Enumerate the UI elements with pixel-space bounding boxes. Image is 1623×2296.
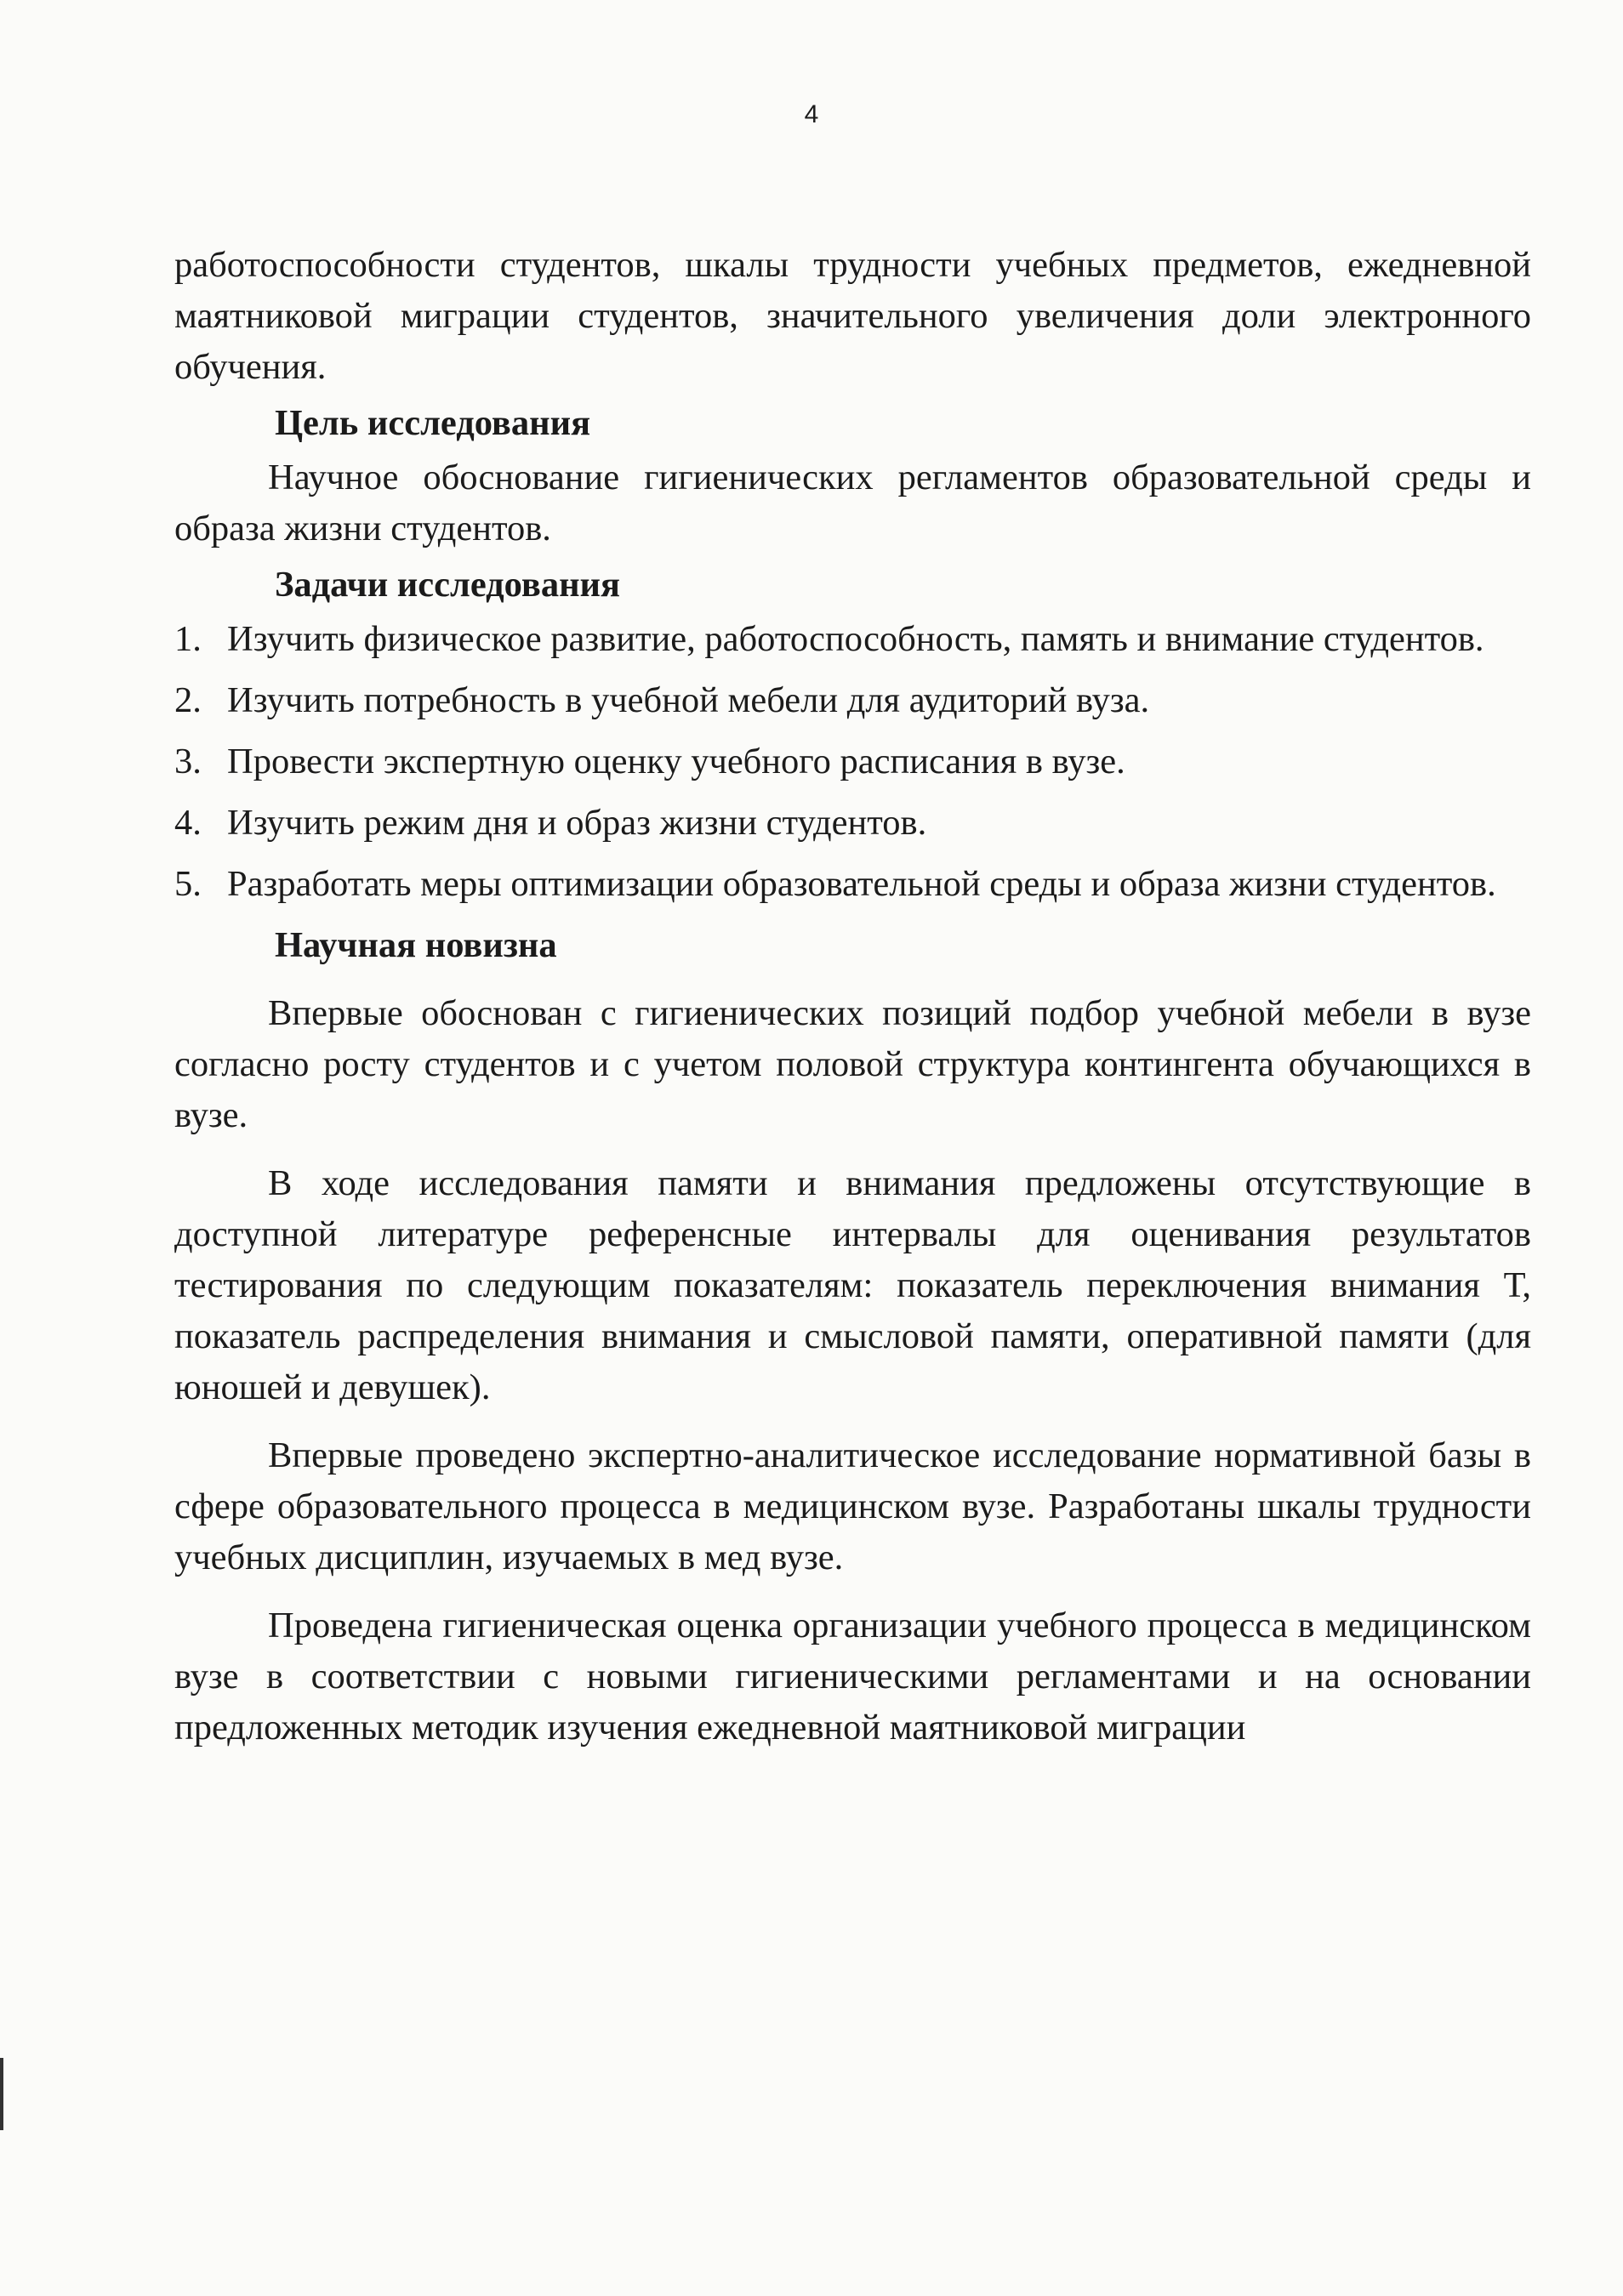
- task-number: 5.: [174, 864, 202, 904]
- task-number: 2.: [174, 680, 202, 720]
- intro-paragraph: работоспособности студентов, шкалы трудности учебных предметов, ежедневной маятниковой миграции студентов, значительного увеличения доли электронного обучения.: [174, 245, 1531, 387]
- task-text: Изучить физическое развитие, работоспособность, память и внимание студентов.: [227, 619, 1484, 659]
- task-item: [174, 736, 1531, 787]
- task-item: [174, 614, 1531, 665]
- novelty-heading: Научная новизна: [275, 925, 557, 965]
- document-body: [174, 240, 1531, 1753]
- novelty-paragraph: Впервые обоснован с гигиенических позиций подбор учебной мебели в вузе согласно росту студентов и с учетом половой структура контингента обучающихся в вузе.: [174, 993, 1531, 1135]
- task-text: Провести экспертную оценку учебного расписания в вузе.: [227, 742, 1125, 781]
- novelty-paragraph: Проведена гигиеническая оценка организации учебного процесса в медицинском вузе в соответствии с новыми гигиеническими регламентами и на основании предложенных методик изучения ежедневной маятниковой миграции: [174, 1605, 1531, 1748]
- task-item: [174, 675, 1531, 726]
- scan-edge-mark: [0, 2058, 3, 2130]
- novelty-paragraph: В ходе исследования памяти и внимания предложены отсутствующие в доступной литературе референсные интервалы для оценивания результатов тестирования по следующим показателям: показатель переключения внимания Т, показатель распределения внимания и смысловой памяти, оперативной памяти (для юношей и девушек).: [174, 1163, 1531, 1407]
- task-number: 1.: [174, 619, 202, 659]
- task-number: 4.: [174, 803, 202, 843]
- tasks-list: [174, 614, 1531, 910]
- task-text: Разработать меры оптимизации образовательной среды и образа жизни студентов.: [227, 864, 1496, 904]
- task-text: Изучить режим дня и образ жизни студентов.: [227, 803, 927, 843]
- goal-paragraph: Научное обоснование гигиенических регламентов образовательной среды и образа жизни студентов.: [174, 457, 1531, 548]
- goal-heading: Цель исследования: [275, 403, 591, 443]
- task-text: Изучить потребность в учебной мебели для аудиторий вуза.: [227, 680, 1150, 720]
- page-number: 4: [804, 100, 819, 128]
- task-item: [174, 798, 1531, 849]
- task-item: [174, 859, 1531, 910]
- task-number: 3.: [174, 742, 202, 781]
- novelty-paragraph: Впервые проведено экспертно-аналитическое исследование нормативной базы в сфере образовательного процесса в медицинском вузе. Разработаны шкалы трудности учебных дисциплин, изучаемых в мед вузе.: [174, 1435, 1531, 1577]
- tasks-heading: Задачи исследования: [275, 565, 621, 605]
